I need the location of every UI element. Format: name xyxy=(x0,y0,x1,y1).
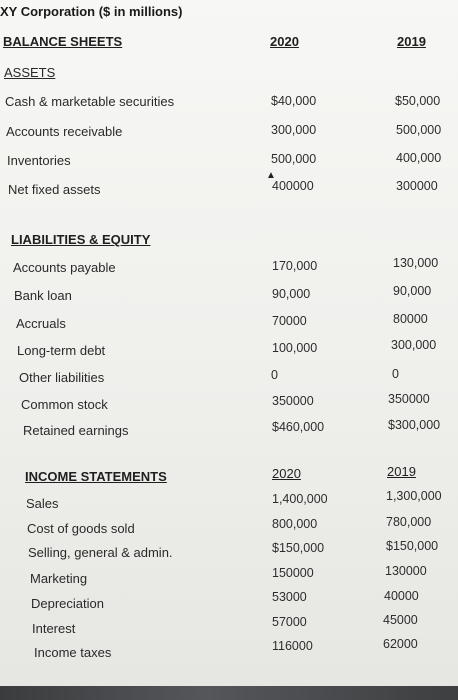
balance-sheets-heading: BALANCE SHEETS xyxy=(3,34,123,49)
value-2019: 300,000 xyxy=(391,338,437,352)
value-2020: 800,000 xyxy=(272,517,318,531)
value-2019: 80000 xyxy=(393,312,428,326)
value-2019: 1,300,000 xyxy=(386,489,442,503)
value-2019: 350000 xyxy=(388,392,430,406)
row-label: Sales xyxy=(26,496,59,511)
row-label: Interest xyxy=(32,621,76,636)
value-2020: 0 xyxy=(271,368,278,382)
value-2020: 70000 xyxy=(272,314,307,328)
row-label: Other liabilities xyxy=(19,370,105,385)
row-label: Retained earnings xyxy=(23,423,129,438)
assets-heading: ASSETS xyxy=(4,65,56,80)
value-2019: 780,000 xyxy=(386,515,432,529)
value-2019: 500,000 xyxy=(396,123,442,137)
row-label: Long-term debt xyxy=(17,343,106,358)
value-2019: 300000 xyxy=(396,179,438,193)
row-label: Accounts payable xyxy=(13,260,116,275)
row-label: Common stock xyxy=(21,397,108,412)
company-title: XY Corporation ($ in millions) xyxy=(0,4,183,19)
row-label: Marketing xyxy=(30,571,88,586)
income-year-2019: 2019 xyxy=(387,464,416,479)
value-2019: 130000 xyxy=(385,564,427,578)
row-label: Accruals xyxy=(16,316,66,331)
row-label: Cost of goods sold xyxy=(27,521,135,536)
value-2019: 90,000 xyxy=(393,284,432,298)
value-2019: 62000 xyxy=(383,637,418,651)
value-2020: 150000 xyxy=(272,566,314,580)
row-label: Bank loan xyxy=(14,288,72,303)
value-2020: 90,000 xyxy=(272,287,311,301)
device-bezel xyxy=(0,686,458,700)
value-2019: $150,000 xyxy=(386,539,439,553)
value-2020: 300,000 xyxy=(271,123,317,137)
value-2020: 500,000 xyxy=(271,152,317,166)
value-2020: 1,400,000 xyxy=(272,492,328,506)
row-label: Income taxes xyxy=(34,645,112,660)
value-2019: 400,000 xyxy=(396,151,442,165)
row-label: Inventories xyxy=(7,153,71,168)
income-statements-heading: INCOME STATEMENTS xyxy=(25,469,167,484)
value-2019: 45000 xyxy=(383,613,418,627)
value-2020: 53000 xyxy=(272,590,307,604)
value-2020: $150,000 xyxy=(272,541,325,555)
value-2020: $40,000 xyxy=(271,94,317,108)
row-label: Cash & marketable securities xyxy=(5,94,175,109)
row-label: Accounts receivable xyxy=(6,124,123,139)
value-2019: $50,000 xyxy=(395,94,441,108)
value-2020: 116000 xyxy=(272,639,313,653)
value-2020: 170,000 xyxy=(272,259,318,273)
value-2019: $300,000 xyxy=(388,418,441,432)
balance-year-2020: 2020 xyxy=(270,34,299,49)
value-2019: 0 xyxy=(392,367,399,381)
value-2020: 100,000 xyxy=(272,341,318,355)
row-label: Net fixed assets xyxy=(8,182,101,197)
value-2020: 400000 xyxy=(272,179,314,193)
value-2019: 130,000 xyxy=(393,256,439,270)
value-2020: 57000 xyxy=(272,615,307,629)
balance-year-2019: 2019 xyxy=(397,34,426,49)
row-label: Depreciation xyxy=(31,596,104,611)
cursor-arrow-icon: ▲ xyxy=(266,170,276,181)
row-label: Selling, general & admin. xyxy=(28,545,173,560)
value-2019: 40000 xyxy=(384,589,419,603)
income-year-2020: 2020 xyxy=(272,466,301,481)
value-2020: 350000 xyxy=(272,394,314,408)
value-2020: $460,000 xyxy=(272,420,325,434)
liabilities-heading: LIABILITIES & EQUITY xyxy=(11,232,151,247)
